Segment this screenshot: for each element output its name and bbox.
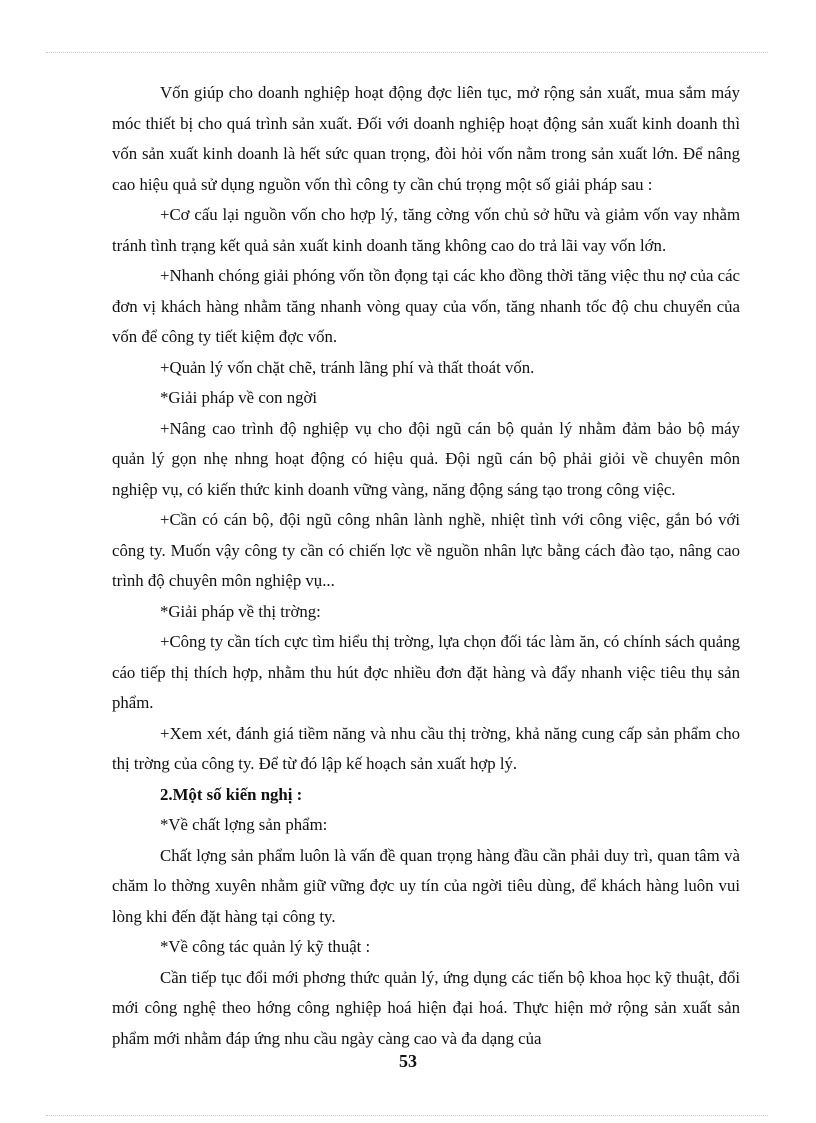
section-heading-recommendations: 2.Một số kiến nghị : bbox=[160, 784, 303, 804]
paragraph-people-solution: *Giải pháp về con ngời bbox=[160, 388, 318, 407]
paragraph-release-capital: +Nhanh chóng giải phóng vốn tồn đọng tại các kho đồng thời tăng việc thu nợ của các đơn vị khách hàng nhằm tăng nhanh vòng quay của vốn, tăng nhanh tốc độ chu chuyển của vốn để công ty tiết kiệm đợc vốn. bbox=[112, 266, 740, 346]
paragraph-innovation: Cần tiếp tục đổi mới phơng thức quản lý, ứng dụng các tiến bộ khoa học kỹ thuật, đổi mới công nghệ theo hớng công nghiệp hoá hiện đại hoá. Thực hiện mở rộng sản xuất sản phẩm mới nhằm đáp ứng nhu cầu ngày càng cao và đa dạng của bbox=[112, 967, 740, 1048]
paragraph-improve-staff: +Nâng cao trình độ nghiệp vụ cho đội ngũ cán bộ quản lý nhằm đảm bảo bộ máy quản lý gọn nhẹ nhng hoạt động có hiệu quả. Đội ngũ cán bộ phải giỏi về chuyên môn nghiệp vụ, có kiến thức kinh doanh vững vàng, năng động sáng tạo trong công việc. bbox=[112, 418, 740, 499]
paragraph-market-research: +Công ty cần tích cực tìm hiểu thị trờng, lựa chọn đối tác làm ăn, có chính sách quảng cáo tiếp thị thích hợp, nhằm thu hút đợc nhiều đơn đặt hàng và đẩy nhanh việc tiêu thụ sản phẩm. bbox=[112, 632, 740, 712]
paragraph-manage-capital: +Quản lý vốn chặt chẽ, tránh lãng phí và thất thoát vốn. bbox=[160, 357, 535, 377]
page-number: 53 bbox=[399, 1051, 417, 1071]
paragraph-market-solution: *Giải pháp về thị trờng: bbox=[160, 601, 321, 621]
document-body bbox=[112, 78, 740, 1054]
paragraph-restructure-capital: +Cơ cấu lại nguồn vốn cho hợp lý, tăng cờng vốn chủ sở hữu và giảm vốn vay nhằm tránh tình trạng kết quả sản xuất kinh doanh tăng không cao do trả lãi vay vốn lớn. bbox=[112, 205, 740, 255]
paragraph-skilled-workers: +Cần có cán bộ, đội ngũ công nhân lành nghề, nhiệt tình với công việc, gắn bó với công ty. Muốn vậy công ty cần có chiến lợc về nguồn nhân lực bằng cách đào tạo, nâng cao trình độ chuyên môn nghiệp vụ... bbox=[112, 510, 740, 590]
paragraph-technical-management: *Về công tác quản lý kỹ thuật : bbox=[160, 937, 371, 956]
paragraph-quality-maintenance: Chất lợng sản phẩm luôn là vấn đề quan trọng hàng đầu cần phải duy trì, quan tâm và chăm lo thờng xuyên nhằm giữ vững đợc uy tín của ngời tiêu dùng, để khách hàng luôn vui lòng khi đến đặt hàng tại công ty. bbox=[112, 845, 740, 926]
paragraph-capital-role: Vốn giúp cho doanh nghiệp hoạt động đợc liên tục, mở rộng sản xuất, mua sắm máy móc thiết bị cho quá trình sản xuất. Đối với doanh nghiệp hoạt động sản xuất kinh doanh thì vốn sản xuất kinh doanh là hết sức quan trọng, đòi hỏi vốn nằm trong sản xuất lớn. Để nâng cao hiệu quả sử dụng nguồn vốn thì công ty cần chú trọng một số giải pháp sau : bbox=[112, 83, 740, 194]
paragraph-product-quality: *Về chất lợng sản phẩm: bbox=[160, 815, 328, 834]
paragraph-market-assessment: +Xem xét, đánh giá tiềm năng và nhu cầu thị trờng, khả năng cung cấp sản phẩm cho thị trờng của công ty. Để từ đó lập kế hoạch sản xuất hợp lý. bbox=[112, 723, 740, 773]
